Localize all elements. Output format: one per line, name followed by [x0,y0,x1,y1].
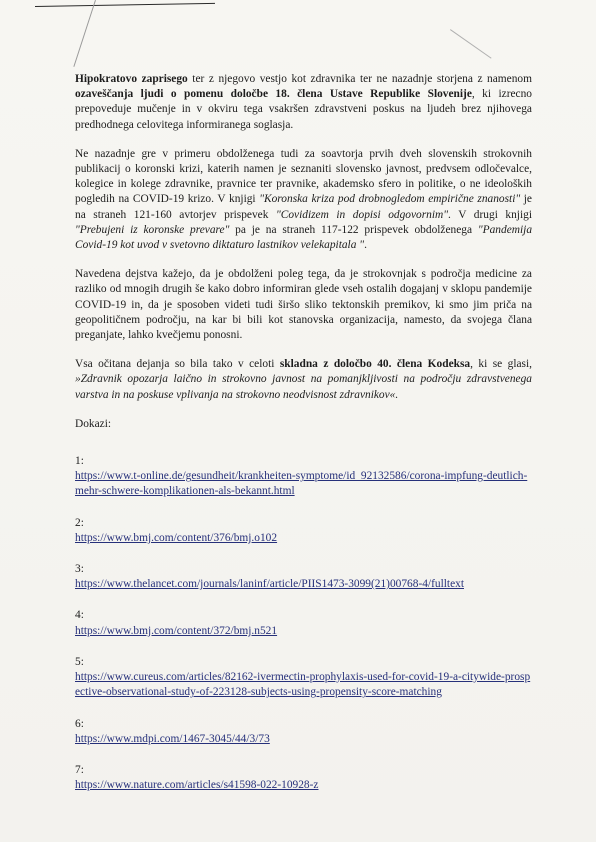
evidence-item [75,608,532,638]
evidence-item [75,454,532,500]
scan-fold-mark [450,29,492,58]
evidence-number: 5: [75,655,84,668]
evidence-item [75,717,532,747]
evidence-number: 2: [75,516,84,529]
document-body [75,72,532,809]
evidence-link[interactable]: https://www.t-online.de/gesundheit/krankheiten-symptome/id_92132586/corona-impfung-deutlich-mehr-schwere-komplikationen-als-bekannt.html [75,470,528,498]
evidence-number: 4: [75,609,84,622]
evidence-number: 7: [75,763,84,776]
evidence-number: 3: [75,563,84,576]
evidence-link[interactable]: https://www.bmj.com/content/372/bmj.n521 [75,624,278,637]
scan-edge-line [35,3,215,7]
paragraph-facts: Navedena dejstva kažejo, da je obdolženi poleg tega, da je strokovnjak s področja medicine za razliko od mnogih drugih še kako dobro informiran glede vseh ostalih dogajanj v sklopu pandemije COVID-19 in, da je sposoben videti tudi širšo sliko tektonskih premikov, ki smo jim priča na geopolitičnem področju, na kar bi bili kot stanovska organizacija, namesto, da svojega člana preganjate, lahko kvečjemu ponosni. [75,268,532,342]
evidence-item [75,763,532,793]
evidence-link[interactable]: https://www.bmj.com/content/376/bmj.o102 [75,531,278,544]
evidence-heading: Dokazi: [75,417,112,430]
evidence-item [75,562,532,592]
evidence-list [75,454,532,793]
paragraph-oath: Hipokratovo zaprisego ter z njegovo vestjo kot zdravnika ter ne nazadnje storjena z namenom ozaveščanja ljudi o pomenu določbe 18. člena Ustave Republike Slovenije, ki izrecno prepoveduje mučenje in v okviru tega vsakršen zdravstveni poskus na ljudeh brez njihovega predhodnega celovitega informiranega soglasja. [75,73,532,131]
evidence-number: 6: [75,717,84,730]
evidence-link[interactable]: https://www.nature.com/articles/s41598-022-10928-z [75,779,319,792]
evidence-link[interactable]: https://www.mdpi.com/1467-3045/44/3/73 [75,732,270,745]
paragraph-code-article: Vsa očitana dejanja so bila tako v celoti skladna z določbo 40. člena Kodeksa, ki se glasi, »Zdravnik opozarja laično in strokovno javnost na pomanjkljivosti na področju zdravstvenega varstva in na poskuse vplivanja na strokovno neodvisnost zdravnikov«. [75,358,532,401]
paragraph-publications: Ne nazadnje gre v primeru obdolženega tudi za soavtorja prvih dveh slovenskih strokovnih publikacij o koronski krizi, katerih namen je seznaniti slovensko javnost, predvsem odločevalce, kolegice in kolege zdravnike, pravnice ter pravnike, akademsko sfero in politike, o ne ideoloških pogledih na COVID-19 krizo. V knjigi "Koronska kriza pod drobnogledom empirične znanosti" je na straneh 121-160 avtorjev prispevek "Covidizem in dopisi odgovornim". V drugi knjigi "Prebujeni iz koronske prevare" pa je na straneh 117-122 prispevek obdolženega "Pandemija Covid-19 kot uvod v svetovno diktaturo lastnikov velekapitala ". [75,147,533,252]
scan-fold-mark [73,0,96,67]
evidence-number: 1: [75,455,84,468]
evidence-item [75,655,532,701]
evidence-item [75,516,532,546]
evidence-link[interactable]: https://www.thelancet.com/journals/laninf/article/PIIS1473-3099(21)00768-4/fulltext [75,578,464,591]
evidence-link[interactable]: https://www.cureus.com/articles/82162-ivermectin-prophylaxis-used-for-covid-19-a-citywide-prospective-observational-study-of-223128-subjects-using-propensity-score-matching [75,671,531,699]
